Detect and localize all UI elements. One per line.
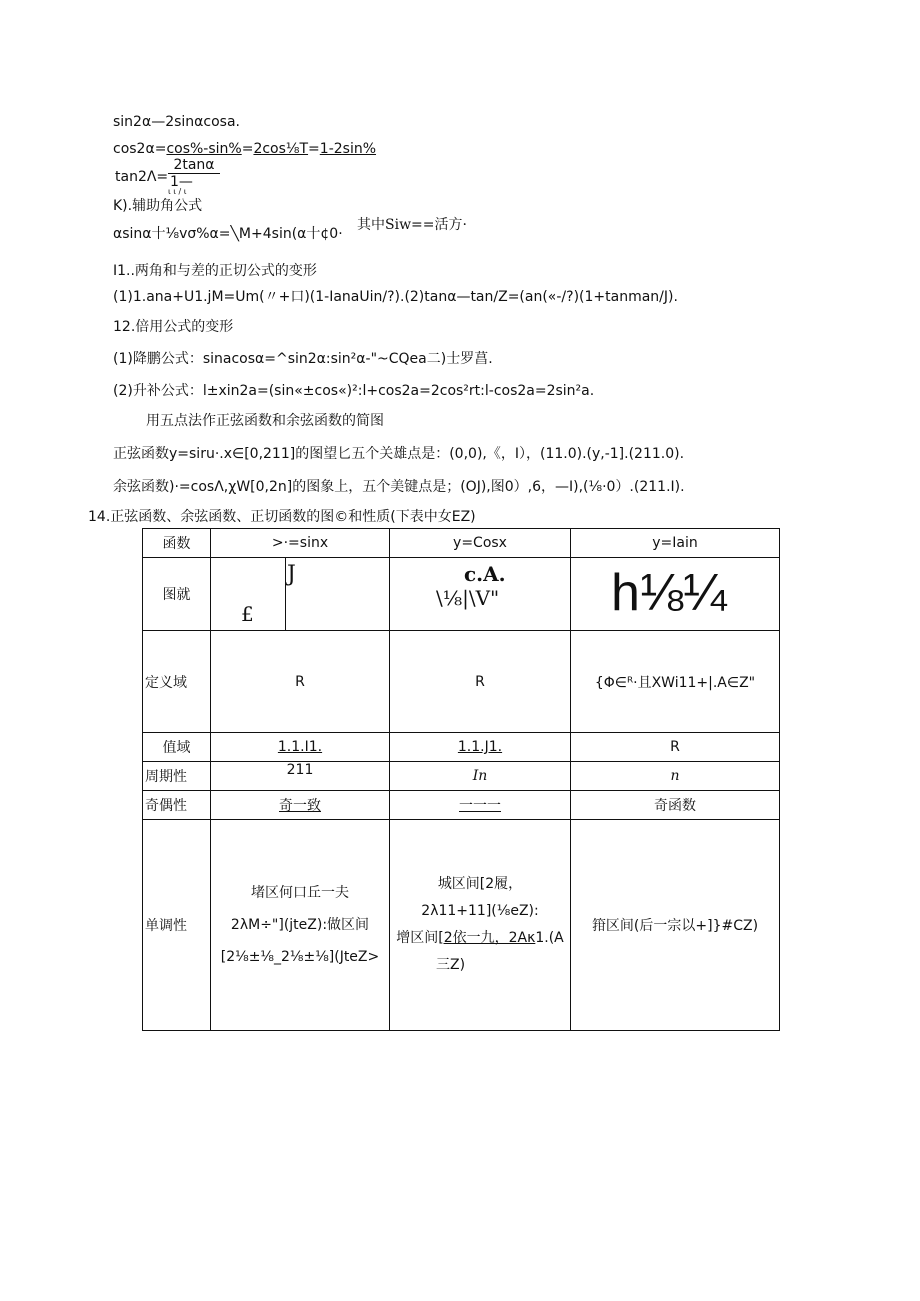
row-label-parity: 奇偶性 (143, 791, 211, 820)
aux-angle-note: 其中Siw==活方· (357, 217, 467, 233)
cos-mono-line2: 2λ11+11](⅛eZ): (421, 903, 539, 919)
section-11-formula: (1)1.ana+U1.jM=Um(〃+口)(1-IanaUin/?).(2)tanα—tan∕Z=(an(«-/?)(1+tanman/J). (113, 289, 678, 305)
cos-range (390, 733, 571, 762)
sin-monotonicity (211, 820, 390, 1031)
sin-parity (211, 791, 390, 820)
sin-mono-line1: 堵区何口丘一夫 (251, 885, 349, 901)
sin-period: 211 (211, 762, 390, 791)
cos-parity-value: 一一一 (459, 798, 501, 814)
table-row-parity (143, 791, 780, 820)
cos-mono-line1: 城区间[2履， (437, 876, 523, 892)
section-12-power-reduction: (1)降鹏公式：sinacosα=^sin2α:sin²α-"~CQea二)士罗菖. (113, 351, 493, 367)
cos2a-term2: 2cos⅛T (253, 141, 309, 157)
tan-parity: 奇函数 (571, 791, 780, 820)
header-sin: >·=sinx (211, 529, 390, 558)
row-label-graph: 图就 (143, 558, 211, 631)
section-12-power-raise: (2)升补公式：l±xin2a=(sin«±cos«)²:l+cos2a=2cos²rt:l-cos2a=2sin²a. (113, 383, 595, 399)
header-function: 函数 (143, 529, 211, 558)
sin-graph-glyph-bottom: £ (241, 602, 254, 626)
section-13-title: 用五点法作正弦函数和余弦函数的简图 (146, 413, 384, 429)
section-13-cosine-points: 余弦函数)·=cosΛ,χW[0,2n]的图象上，五个美键点是；(OJ),图0）,6，—I),(⅛·0）.(211.I). (113, 479, 685, 495)
table-row-monotonicity (143, 820, 780, 1031)
formula-tan2a-lhs: tan2Λ= (115, 169, 169, 185)
cos-mono-line4: 三Z) (436, 957, 466, 973)
cos-mono-line3-tail: 1.(A (535, 930, 564, 946)
cos-mono-line3-label: 增区间 (396, 930, 439, 946)
cos2a-lhs: cos2α= (113, 141, 167, 157)
cos-period: In (390, 762, 571, 791)
tan-period: n (571, 762, 780, 791)
cos-mono-line3-interval: [2依一九，2Aκ (438, 930, 536, 946)
tan-domain: {Φ∈ᴿ·且XWi11+|.A∈Z" (571, 631, 780, 733)
cos2a-eq1: = (241, 141, 254, 157)
sin-graph-cell (211, 558, 390, 631)
tan-range: R (571, 733, 780, 762)
row-label-range: 值域 (143, 733, 211, 762)
section-13-sine-points: 正弦函数y=siru·.x∈[0,211]的图望匕五个关雄点是：(0,0),《，I），(11.0).(y,-1].(211.0). (113, 446, 685, 462)
sin-range-value: 1.1.I1. (277, 739, 323, 755)
cos-parity (390, 791, 571, 820)
row-label-monotonicity: 单调性 (143, 820, 211, 1031)
cos-range-value: 1.1.J1. (457, 739, 503, 755)
tan2a-numerator: 2tanα (173, 157, 215, 173)
row-label-period: 周期性 (143, 762, 211, 791)
sin-range (211, 733, 390, 762)
table-row-graph (143, 558, 780, 631)
tan2a-under-marks: ι ι / ι (168, 187, 187, 196)
sin-graph-axis (285, 558, 286, 630)
section-14-title: 14.正弦函数、余弦函数、正切函数的图©和性质(下表中女EZ) (88, 509, 476, 525)
cos2a-term1: cos%-sin% (166, 141, 242, 157)
cos-graph-glyph-top: c.A. (464, 562, 506, 586)
aux-angle-formula: αsinα十⅛vσ%α=╲M+4sin(α十¢0· (113, 226, 343, 242)
cos-mono-line3 (390, 925, 570, 952)
table-header-row (143, 529, 780, 558)
formula-sin2a: sin2α—2sinαcosa. (113, 114, 240, 130)
cos2a-term3: 1-2sin% (319, 141, 377, 157)
table-row-range (143, 733, 780, 762)
tan-graph-glyph: h⅛¼ (611, 564, 727, 622)
section-12-title: 12.倍用公式的变形 (113, 319, 234, 335)
tan2a-denominator: 1— (168, 173, 220, 190)
sin-mono-line3: [2⅛±⅛_2⅛±⅛](JteZ> (220, 949, 380, 965)
table-row-domain (143, 631, 780, 733)
formula-tan2a-fraction (168, 157, 220, 190)
header-tan: y=Iain (571, 529, 780, 558)
row-label-domain: 定义域 (143, 631, 211, 733)
cos2a-eq2: = (308, 141, 320, 157)
tan-monotonicity: 箝区间(后一宗以+]}#CZ) (571, 820, 780, 1031)
formula-cos2a (113, 140, 376, 158)
cos-graph-cell (390, 558, 571, 631)
tan-graph-cell (571, 558, 780, 631)
trig-properties-table (142, 528, 780, 1031)
sin-domain: R (211, 631, 390, 733)
aux-angle-title: K).辅助角公式 (113, 198, 203, 214)
table-row-period (143, 762, 780, 791)
sin-mono-line2: 2λM÷"](jteZ):做区间 (230, 917, 370, 933)
sin-parity-value: 奇一致 (279, 798, 321, 814)
cos-graph-glyph-bottom: \⅛|\V" (436, 586, 500, 610)
cos-monotonicity (390, 820, 571, 1031)
header-cos: y=Cosx (390, 529, 571, 558)
sin-graph-glyph-top: J (287, 562, 296, 587)
section-11-title: I1..两角和与差的正切公式的变形 (113, 263, 317, 279)
cos-domain: R (390, 631, 571, 733)
